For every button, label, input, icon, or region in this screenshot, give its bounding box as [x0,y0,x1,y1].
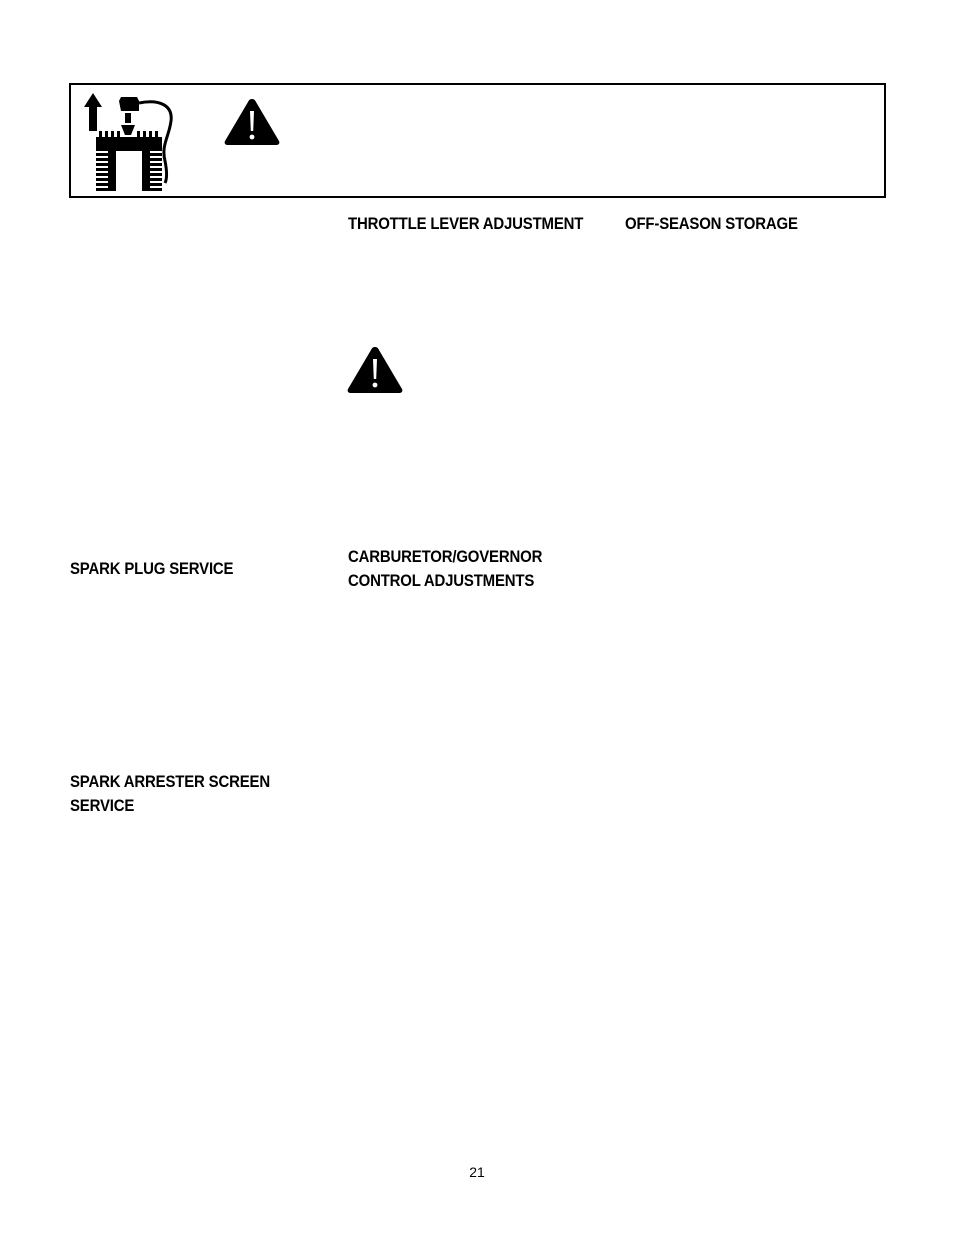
heading-line: SERVICE [70,796,135,815]
warning-box [69,83,886,198]
warning-triangle-icon [223,97,281,147]
warning-triangle-icon [346,345,404,395]
heading-throttle-lever-adjustment: THROTTLE LEVER ADJUSTMENT [348,214,584,233]
heading-line: SPARK ARRESTER SCREEN [70,772,270,791]
heading-carburetor-governor-adjustments [348,545,542,593]
heading-line: CARBURETOR/GOVERNOR [348,547,543,566]
page-number: 21 [469,1164,485,1180]
heading-off-season-storage: OFF-SEASON STORAGE [625,214,798,233]
spark-plug-wire-disconnect-icon [81,91,177,193]
heading-spark-plug-service: SPARK PLUG SERVICE [70,559,234,578]
heading-spark-arrester-screen-service [70,770,270,818]
heading-line: CONTROL ADJUSTMENTS [348,571,535,590]
